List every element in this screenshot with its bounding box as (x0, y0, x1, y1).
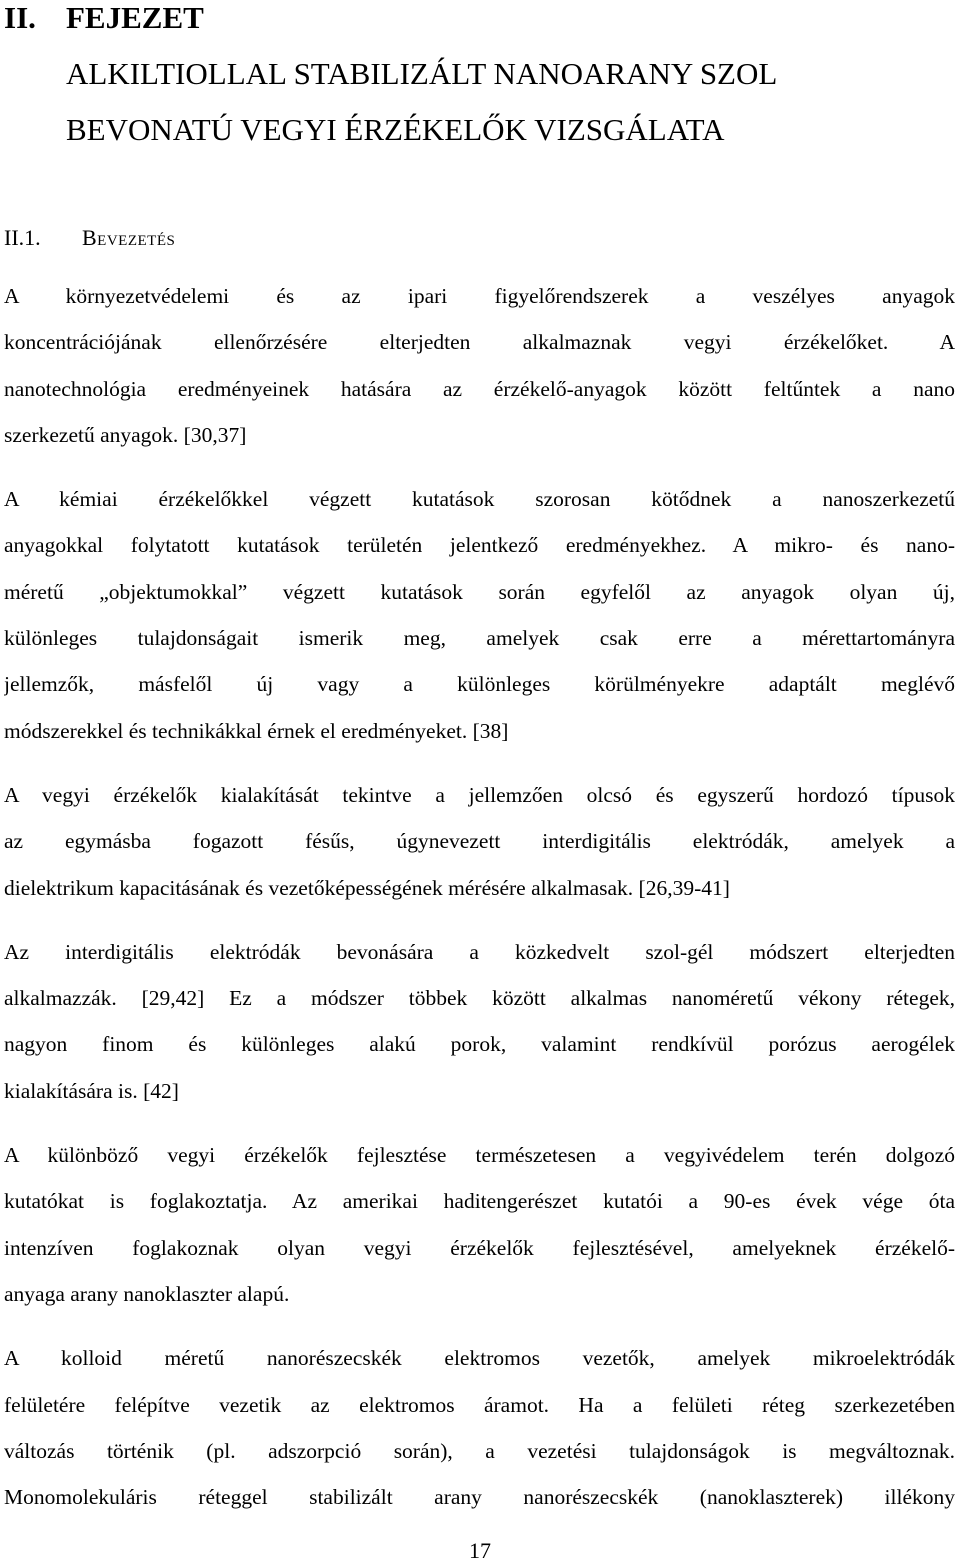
paragraph-line: módszerekkel és technikákkal érnek el eredményeket. [38] (4, 718, 509, 743)
paragraph-line: A vegyi érzékelők kialakítását tekintve a jellemzően olcsó és egyszerű hordozó típusok (4, 782, 955, 807)
paragraph-line: különleges tulajdonságait ismerik meg, amelyek csak erre a mérettartományra (4, 626, 955, 651)
paragraph (4, 1132, 955, 1317)
paragraph-line: kialakítására is. [42] (4, 1078, 179, 1103)
section-number: II.1. (4, 225, 41, 250)
paragraph-line: az egymásba fogazott fésűs, úgynevezett interdigitális elektródák, amelyek a (4, 829, 955, 854)
paragraph-line: Az interdigitális elektródák bevonására a közkedvelt szol-gél módszert elterjedten (4, 939, 955, 964)
paragraph (4, 476, 955, 754)
paragraph-line: méretű „objektumokkal” végzett kutatások során egyfelől az anyagok olyan új, (4, 579, 955, 604)
paragraph-line: dielektrikum kapacitásának és vezetőképességének mérésére alkalmasak. [26,39-41] (4, 875, 730, 900)
paragraph-line: Monomolekuláris réteggel stabilizált arany nanorészecskék (nanoklaszterek) illékony (4, 1485, 955, 1510)
paragraph-line: felületére felépítve vezetik az elektromos áramot. Ha a felületi réteg szerkezetében (4, 1392, 955, 1417)
chapter-number: II. (4, 0, 36, 35)
paragraph-line: A kolloid méretű nanorészecskék elektromos vezetők, amelyek mikroelektródák (4, 1346, 955, 1371)
body-text (4, 273, 955, 1538)
paragraph-line: kutatókat is foglakoztatja. Az amerikai haditengerészet kutatói a 90-es évek vége óta (4, 1189, 955, 1214)
page-number: 17 (469, 1538, 491, 1563)
section-title: Bevezetés (82, 225, 176, 250)
paragraph-line: A környezetvédelemi és az ipari figyelőrendszerek a veszélyes anyagok (4, 284, 955, 308)
paragraph-line: anyaga arany nanoklaszter alapú. (4, 1281, 290, 1306)
paragraph-line: nagyon finom és különleges alakú porok, valamint rendkívül porózus aerogélek (4, 1032, 955, 1057)
chapter-title-line-2: BEVONATÚ VEGYI ÉRZÉKELŐK VIZSGÁLATA (66, 112, 725, 147)
paragraph (4, 1335, 955, 1520)
paragraph-line: koncentrációjának ellenőrzésére elterjedten alkalmaznak vegyi érzékelőket. A (4, 330, 955, 355)
chapter-label: FEJEZET (66, 0, 204, 35)
paragraph-line: szerkezetű anyagok. [30,37] (4, 422, 247, 447)
chapter-heading (4, 0, 944, 158)
paragraph (4, 273, 955, 458)
chapter-label-line (4, 0, 944, 46)
paragraph (4, 929, 955, 1114)
paragraph-line: A kémiai érzékelőkkel végzett kutatások szorosan kötődnek a nanoszerkezetű (4, 487, 955, 512)
paragraph-line: nanotechnológia eredményeinek hatására az érzékelő-anyagok között feltűntek a nano (4, 376, 955, 401)
paragraph-line: anyagokkal folytatott kutatások területén jelentkező eredményekhez. A mikro- és nano- (4, 533, 955, 558)
paragraph-line: alkalmazzák. [29,42] Ez a módszer többek között alkalmas nanoméretű vékony rétegek, (4, 986, 955, 1011)
paragraph-line: intenzíven foglakoznak olyan vegyi érzékelők fejlesztésével, amelyeknek érzékelő- (4, 1235, 955, 1260)
paragraph-line: A különböző vegyi érzékelők fejlesztése természetesen a vegyivédelem terén dolgozó (4, 1143, 955, 1168)
paragraph-line: jellemzők, másfelől új vagy a különleges körülményekre adaptált meglévő (4, 672, 955, 697)
paragraph (4, 772, 955, 911)
chapter-title-line-1: ALKILTIOLLAL STABILIZÁLT NANOARANY SZOL (66, 56, 778, 91)
section-heading (4, 222, 175, 254)
paragraph-line: változás történik (pl. adszorpció során), a vezetési tulajdonságok is megváltoznak. (4, 1438, 955, 1463)
